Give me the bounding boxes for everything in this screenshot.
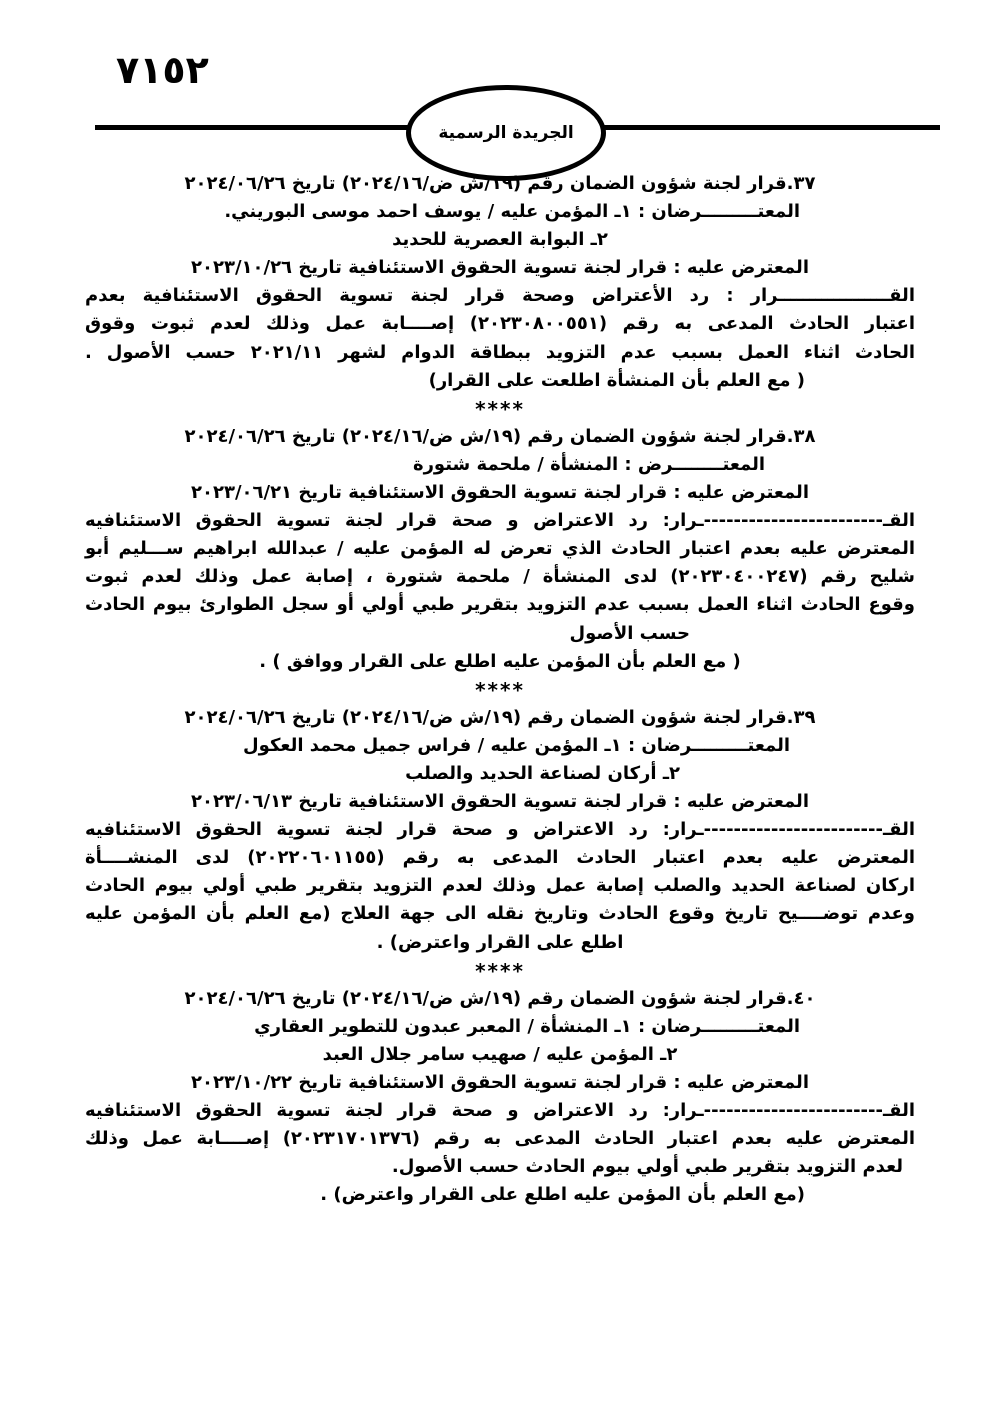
masthead-title: الجريدة الرسمية — [438, 123, 574, 143]
document-line: شليح رقم (٢٠٢٣٠٤٠٠٢٤٧) لدى المنشأة / ملحمة شتورة ، إصابة عمل وذلك لعدم ثبوت — [85, 566, 915, 588]
masthead-oval — [406, 85, 606, 181]
section-separator: **** — [475, 677, 525, 702]
document-line: وعدم توضــــيح تاريخ وقوع الحادث وتاريخ نقله الى جهة العلاج (مع العلم بأن المؤمن عليه — [85, 903, 915, 925]
document-line: المعترض عليه : قرار لجنة تسوية الحقوق الاستئنافية تاريخ ٢٠٢٣/١٠/٢٦ — [191, 257, 809, 279]
document-line: المعتـــــــــرضان : ١ـ المنشأة / المعبر عبدون للتطوير العقاري — [254, 1015, 800, 1037]
document-line: ٤٠.قرار لجنة شؤون الضمان رقم (١٩/ش ض/٢٠٢٤/١٦) تاريخ ٢٠٢٤/٠٦/٢٦ — [184, 987, 816, 1009]
page-number: ٧١٥٢ — [116, 48, 209, 92]
document-line: القـ------------------------ـرار: رد الاعتراض و صحة قرار لجنة تسوية الحقوق الاستئنافيه — [85, 819, 915, 841]
document-line: المعترض عليه : قرار لجنة تسوية الحقوق الاستئنافية تاريخ ٢٠٢٣/٠٦/٢١ — [191, 482, 809, 504]
document-line: القـ------------------------ـرار: رد الاعتراض و صحة قرار لجنة تسوية الحقوق الاستئنافيه — [85, 1100, 915, 1122]
section-separator: **** — [475, 958, 525, 983]
document-line: اعتبار الحادث المدعى به رقم (٢٠٢٣٠٨٠٠٥٥١) إصــــابة عمل وذلك لعدم ثبوت وقوق — [85, 313, 915, 335]
document-line: اطلع على القرار واعترض) . — [376, 931, 624, 953]
document-line: ( مع العلم بأن المؤمن عليه اطلع على القرار ووافق ) . — [259, 650, 741, 672]
document-line: ٣٩.قرار لجنة شؤون الضمان رقم (١٩/ش ض/٢٠٢٤/١٦) تاريخ ٢٠٢٤/٠٦/٢٦ — [184, 706, 816, 728]
document-line: لعدم التزويد بتقرير طبي أولي بيوم الحادث حسب الأصول. — [391, 1156, 903, 1178]
document-line: ٣٧.قرار لجنة شؤون الضمان رقم (١٩/ش ض/٢٠٢٤/١٦) تاريخ ٢٠٢٤/٠٦/٢٦ — [184, 173, 816, 194]
document-line: المعترض عليه : قرار لجنة تسوية الحقوق الاستئنافية تاريخ ٢٠٢٣/٠٦/١٣ — [191, 791, 809, 813]
document-line: القـ------------------------ـرار: رد الاعتراض و صحة قرار لجنة تسوية الحقوق الاستئنافيه — [85, 510, 915, 532]
document-line: المعتـــــــــرضان : ١ـ المؤمن عليه / يوسف احمد موسى البوريني. — [224, 201, 800, 223]
document-line: الحادث اثناء العمل بسبب عدم التزويد ببطاقة الدوام لشهر ٢٠٢١/١١ حسب الأصول . — [85, 341, 915, 363]
document-line: وقوع الحادث اثناء العمل بسبب عدم التزويد بتقرير طبي أولي أو سجل الطوارئ بيوم الحادث — [85, 594, 915, 616]
document-line: المعتــــــــرض : المنشأة / ملحمة شتورة — [412, 453, 765, 475]
document-line: ( مع العلم بأن المنشأة اطلعت على القرار) — [428, 369, 805, 391]
document-line: ٢ـ البوابة العصرية للحديد — [392, 229, 608, 251]
document-line: المعترض عليه بعدم اعتبار الحادث الذي تعرض له المؤمن عليه / عبدالله ابراهيم ســـليم أبو — [85, 538, 915, 560]
document-line: المعترض عليه : قرار لجنة تسوية الحقوق الاستئنافية تاريخ ٢٠٢٣/١٠/٢٢ — [191, 1072, 809, 1093]
document-line: المعتـــــــــرضان : ١ـ المؤمن عليه / فراس جميل محمد العكول — [243, 734, 790, 756]
document-line: ٢ـ أركان لصناعة الحديد والصلب — [405, 762, 680, 784]
document-line: اركان لصناعة الحديد والصلب إصابة عمل وذلك لعدم التزويد بتقرير طبي أولي بيوم الحادث — [85, 875, 915, 897]
document-line: المعترض عليه بعدم اعتبار الحادث المدعى به رقم (٢٠٢٢٠٦٠١١٥٥) لدى المنشــــأة — [85, 847, 915, 869]
section-separator: **** — [475, 396, 525, 421]
decisions-list — [85, 170, 915, 1209]
document-line: المعترض عليه بعدم اعتبار الحادث المدعى به رقم (٢٠٢٣١٧٠١٣٧٦) إصــــابة عمل وذلك — [85, 1128, 915, 1150]
document-line: (مع العلم بأن المؤمن عليه اطلع على القرار واعترض) . — [320, 1184, 805, 1206]
document-line: ٢ـ المؤمن عليه / صهيب سامر جلال العبد — [322, 1043, 678, 1065]
document-line: ٣٨.قرار لجنة شؤون الضمان رقم (١٩/ش ض/٢٠٢٤/١٦) تاريخ ٢٠٢٤/٠٦/٢٦ — [184, 425, 816, 447]
document-line: حسب الأصول — [569, 622, 690, 644]
document-line: القــــــــــــــــــرار : رد الأعتراض وصحة قرار لجنة تسوية الحقوق الاستئنافية بعدم — [85, 285, 915, 307]
